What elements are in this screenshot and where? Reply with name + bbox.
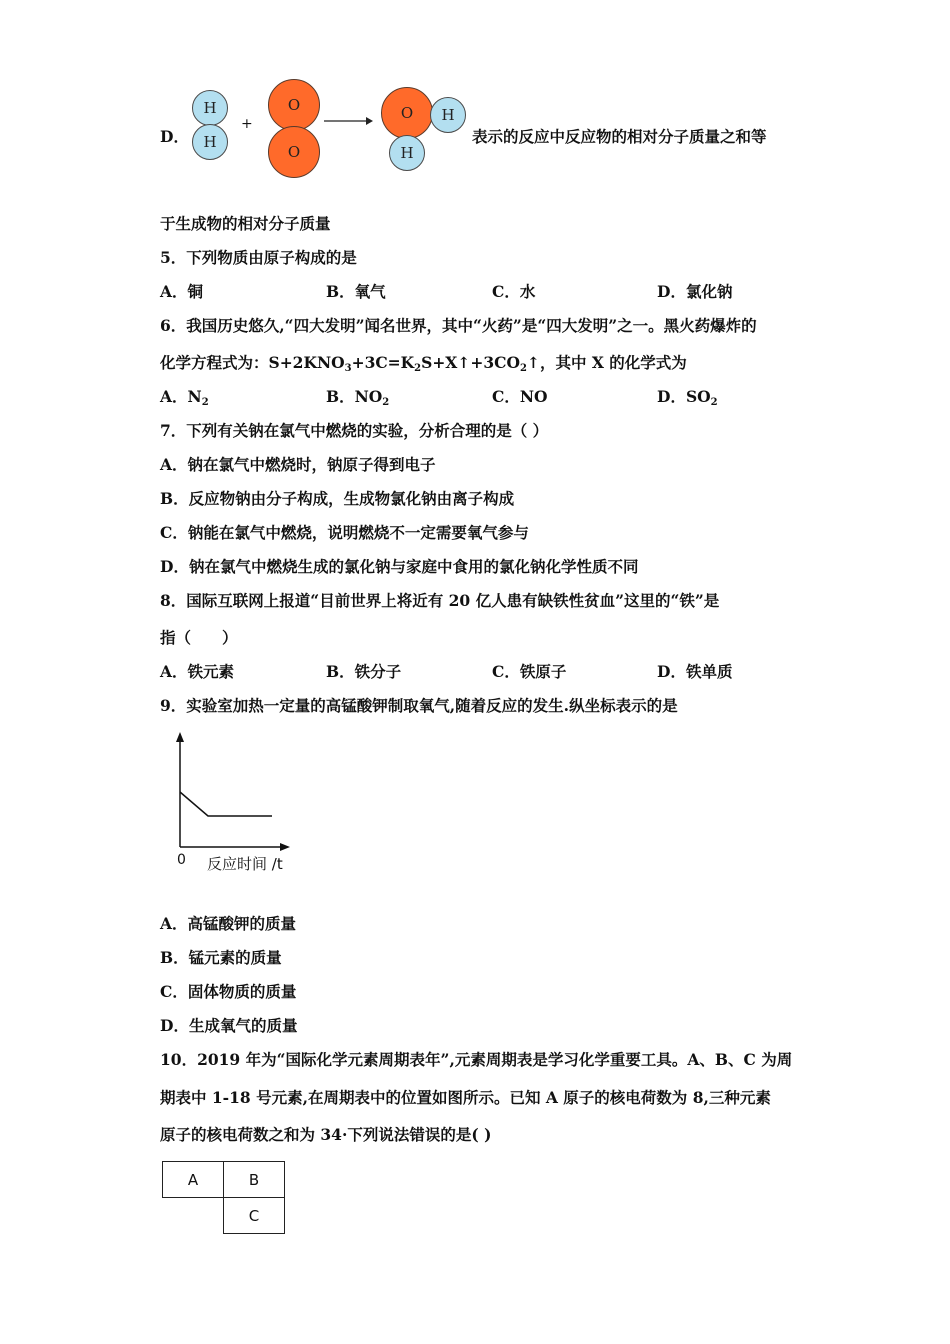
gas-up-arrow-icon: ↑ <box>526 353 540 372</box>
cell-c: C <box>224 1198 285 1234</box>
hydrogen-atom: H <box>389 135 425 171</box>
q10-stem-line2: 期表中 1-18 号元素,在周期表中的位置如图所示。已知 A 原子的核电荷数为 8,三种元素 <box>160 1088 771 1107</box>
q7-option-b: B．反应物钠由分子构成，生成物氯化钠由离子构成 <box>160 489 515 508</box>
q5-option-d: D．氯化钠 <box>657 282 733 301</box>
gas-up-arrow-icon: ↑ <box>457 353 471 372</box>
q5-stem: 5．下列物质由原子构成的是 <box>160 248 357 267</box>
q9-option-b: B．锰元素的质量 <box>160 948 282 967</box>
q9-option-c: C．固体物质的质量 <box>160 982 297 1001</box>
periodic-table-fragment <box>162 1161 285 1234</box>
q7-option-d: D．钠在氯气中燃烧生成的氯化钠与家庭中食用的氯化钠化学性质不同 <box>160 557 639 576</box>
q10-stem-line3: 原子的核电荷数之和为 34·下列说法错误的是( ) <box>160 1125 492 1144</box>
q4-option-d-text: 表示的反应中反应物的相对分子质量之和等 <box>472 127 767 146</box>
q6-stem-line2: 化学方程式为：$S+2KNO_3+3C=K_2S+X↑+3CO_2↑$，其中 X 的化学式为 <box>160 353 687 374</box>
q6-stem-line1: 6．我国历史悠久,“四大发明”闻名世界，其中“火药”是“四大发明”之一。黑火药爆炸的 <box>160 316 757 335</box>
q8-option-b: B．铁分子 <box>326 662 402 681</box>
graph-origin-label: 0 <box>177 852 186 868</box>
x-axis-arrow-icon <box>280 843 290 851</box>
q6-option-a: A．$N_2$ <box>160 387 209 408</box>
q9-option-d: D．生成氧气的质量 <box>160 1016 298 1035</box>
q4-option-d-label: D． <box>160 127 189 146</box>
hydrogen-atom: H <box>192 90 228 126</box>
q7-option-a: A．钠在氯气中燃烧时，钠原子得到电子 <box>160 455 436 474</box>
q6-option-c: C．NO <box>492 387 548 406</box>
q6-option-b: B．$NO_2$ <box>326 387 390 408</box>
q10-stem-line1: 10．2019 年为“国际化学元素周期表年”,元素周期表是学习化学重要工具。A、B、C 为周 <box>160 1050 793 1069</box>
q8-option-c: C．铁原子 <box>492 662 567 681</box>
q8-option-d: D．铁单质 <box>657 662 733 681</box>
y-axis-arrow-icon <box>176 732 184 742</box>
q5-option-a: A．铜 <box>160 282 204 301</box>
cell-empty <box>163 1198 224 1234</box>
q7-option-c: C．钠能在氯气中燃烧，说明燃烧不一定需要氧气参与 <box>160 523 529 542</box>
hydrogen-atom: H <box>192 124 228 160</box>
q5-option-c: C．水 <box>492 282 536 301</box>
q8-stem-line2: 指（ ） <box>160 628 238 647</box>
cell-a: A <box>163 1162 224 1198</box>
oxygen-atom: O <box>268 79 320 131</box>
oxygen-atom: O <box>268 126 320 178</box>
q9-option-a: A．高锰酸钾的质量 <box>160 914 297 933</box>
q8-stem-line1: 8．国际互联网上报道“目前世界上将近有 20 亿人患有缺铁性贫血”这里的“铁”是 <box>160 591 720 610</box>
q6-option-d: D．$SO_2$ <box>657 387 718 408</box>
q4-option-d-continuation: 于生成物的相对分子质量 <box>160 214 331 233</box>
q7-stem: 7．下列有关钠在氯气中燃烧的实验，分析合理的是（ ） <box>160 421 549 440</box>
reaction-arrow-icon <box>322 114 374 128</box>
graph-curve <box>180 792 272 816</box>
hydrogen-atom: H <box>430 97 466 133</box>
cell-b: B <box>224 1162 285 1198</box>
graph-x-axis-label: 反应时间 /t <box>207 855 283 873</box>
oxygen-atom: O <box>381 87 433 139</box>
q8-option-a: A．铁元素 <box>160 662 235 681</box>
plus-sign: + <box>241 116 253 132</box>
q9-stem: 9．实验室加热一定量的高锰酸钾制取氧气,随着反应的发生.纵坐标表示的是 <box>160 696 678 715</box>
q5-option-b: B．氧气 <box>326 282 386 301</box>
